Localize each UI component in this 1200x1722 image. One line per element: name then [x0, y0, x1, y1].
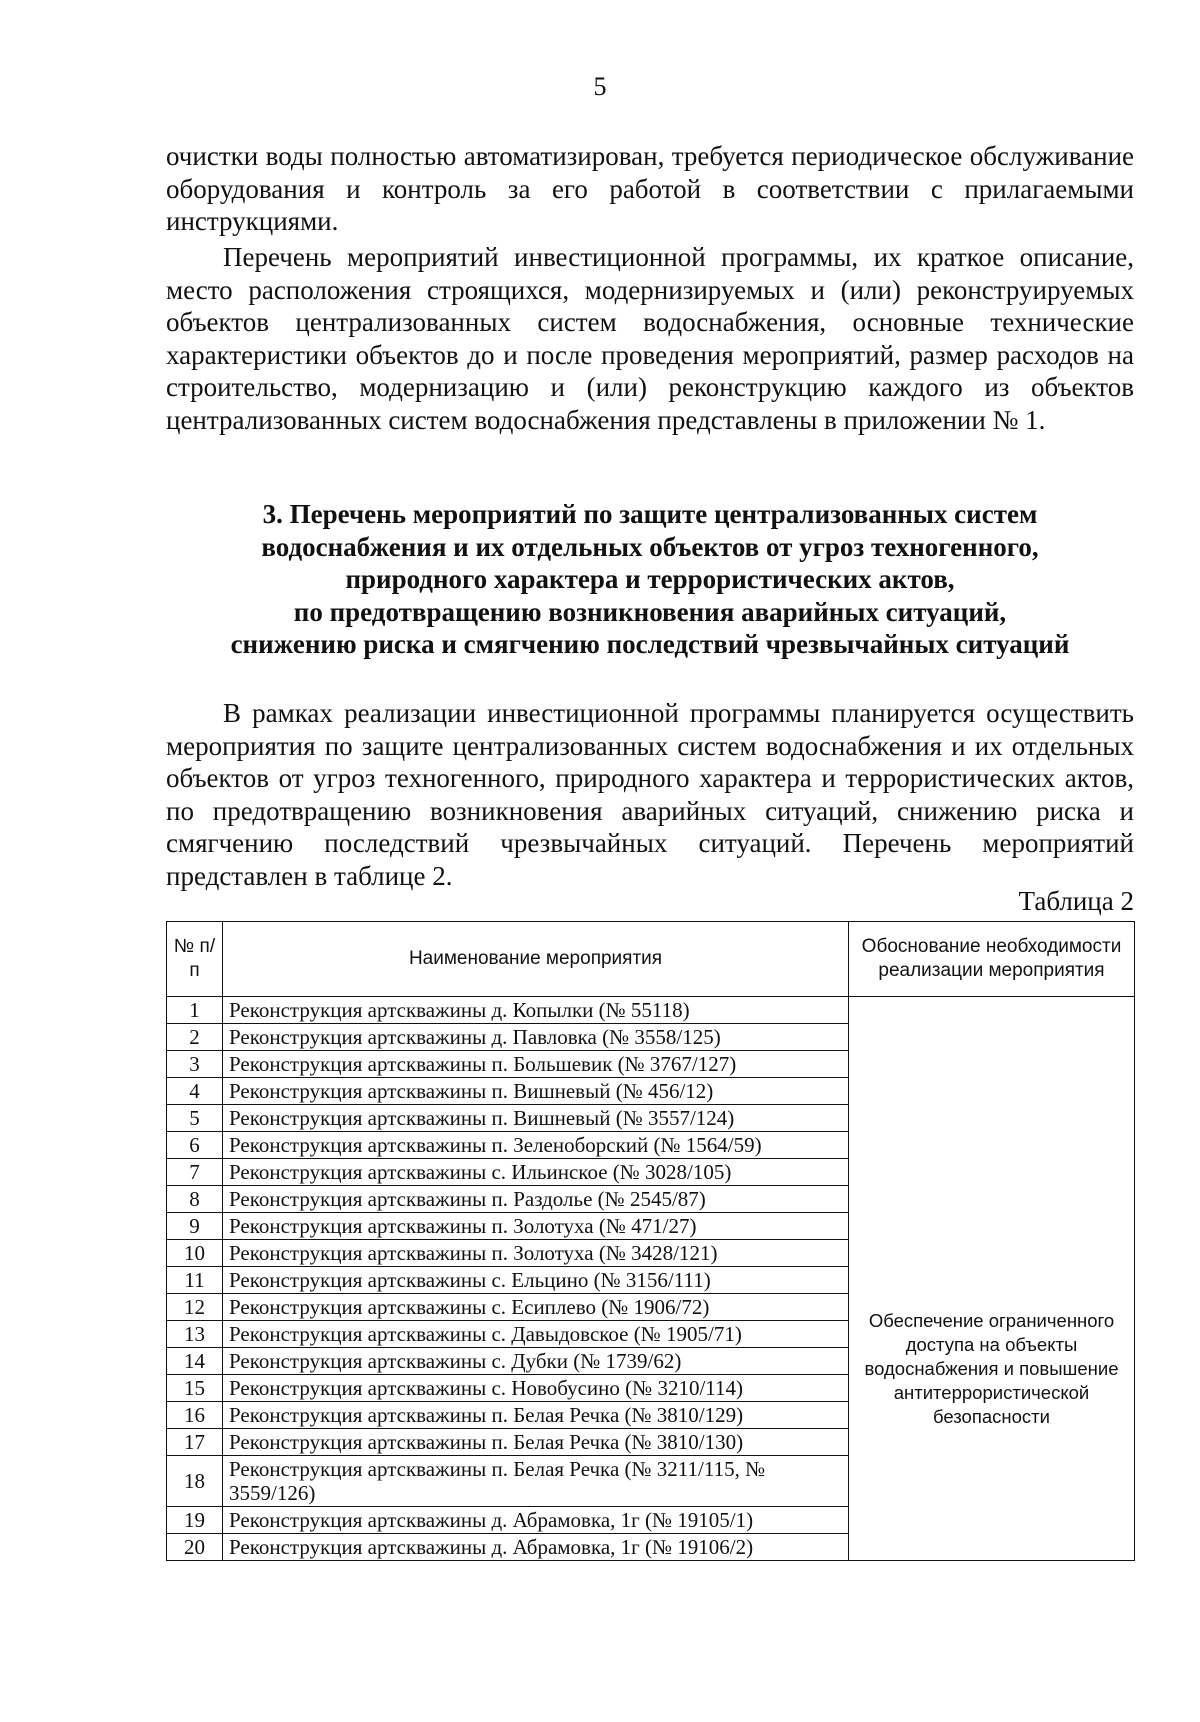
row-measure-name: Реконструкция артскважины с. Новобусино (№ 3210/114): [223, 1375, 849, 1402]
heading-line: 3. Перечень мероприятий по защите централизованных систем: [262, 499, 1038, 529]
heading-line: по предотвращению возникновения аварийных ситуаций,: [293, 596, 1007, 627]
row-measure-name: Реконструкция артскважины д. Абрамовка, 1г (№ 19106/2): [223, 1534, 849, 1561]
row-number: 15: [167, 1375, 223, 1402]
row-number: 13: [167, 1321, 223, 1348]
row-measure-name: Реконструкция артскважины п. Зеленоборский (№ 1564/59): [223, 1132, 849, 1159]
justification-cell: Обеспечение ограниченного доступа на объекты водоснабжения и повышение антитеррористической безопасности: [849, 997, 1135, 1561]
measures-table: [166, 921, 1135, 1561]
row-measure-name: Реконструкция артскважины д. Абрамовка, 1г (№ 19105/1): [223, 1507, 849, 1534]
row-number: 11: [167, 1267, 223, 1294]
row-measure-name: Реконструкция артскважины п. Большевик (№ 3767/127): [223, 1051, 849, 1078]
row-number: 16: [167, 1402, 223, 1429]
table-body: [167, 997, 1135, 1561]
header-justification: Обоснование необходимости реализации мероприятия: [849, 922, 1135, 997]
row-measure-name: Реконструкция артскважины п. Белая Речка (№ 3211/115, № 3559/126): [223, 1456, 849, 1507]
row-measure-name: Реконструкция артскважины д. Копылки (№ 55118): [223, 997, 849, 1024]
heading-line: водоснабжения и их отдельных объектов от угроз техногенного,: [261, 531, 1039, 562]
row-number: 5: [167, 1105, 223, 1132]
row-measure-name: Реконструкция артскважины п. Раздолье (№ 2545/87): [223, 1186, 849, 1213]
heading-line: природного характера и террористических актов,: [345, 564, 955, 594]
row-number: 3: [167, 1051, 223, 1078]
table-caption: Таблица 2: [1018, 886, 1134, 916]
row-measure-name: Реконструкция артскважины п. Золотуха (№ 471/27): [223, 1213, 849, 1240]
row-number: 4: [167, 1078, 223, 1105]
row-number: 2: [167, 1024, 223, 1051]
page-number: 5: [593, 72, 607, 101]
row-measure-name: Реконструкция артскважины д. Павловка (№ 3558/125): [223, 1024, 849, 1051]
section-heading: [166, 498, 1134, 661]
paragraph-2: Перечень мероприятий инвестиционной программы, их краткое описание, место расположения строящихся, модернизируемых и (или) реконструируемых объектов централизованных систем водоснабжения, основные технические характеристики объектов до и после проведения мероприятий, размер расходов на строительство, модернизацию и (или) реконструкцию каждого из объектов централизованных систем водоснабжения представлены в приложении № 1.: [166, 242, 1134, 435]
paragraph-1: очистки воды полностью автоматизирован, требуется периодическое обслуживание оборудования и контроль за его работой в соответствии с прилагаемыми инструкциями.: [166, 141, 1134, 236]
header-name: Наименование мероприятия: [223, 922, 849, 997]
row-number: 1: [167, 997, 223, 1024]
row-number: 8: [167, 1186, 223, 1213]
row-measure-name: Реконструкция артскважины п. Золотуха (№ 3428/121): [223, 1240, 849, 1267]
heading-line: снижению риска и смягчению последствий чрезвычайных ситуаций: [230, 629, 1070, 659]
row-number: 7: [167, 1159, 223, 1186]
row-number: 12: [167, 1294, 223, 1321]
row-measure-name: Реконструкция артскважины п. Вишневый (№ 3557/124): [223, 1105, 849, 1132]
table-header-row: [167, 922, 1135, 997]
row-measure-name: Реконструкция артскважины с. Ильинское (№ 3028/105): [223, 1159, 849, 1186]
row-number: 17: [167, 1429, 223, 1456]
header-num: № п/п: [167, 922, 223, 997]
row-measure-name: Реконструкция артскважины п. Белая Речка (№ 3810/130): [223, 1429, 849, 1456]
row-measure-name: Реконструкция артскважины с. Давыдовское (№ 1905/71): [223, 1321, 849, 1348]
row-number: 10: [167, 1240, 223, 1267]
row-measure-name: Реконструкция артскважины п. Белая Речка (№ 3810/129): [223, 1402, 849, 1429]
paragraph-3: В рамках реализации инвестиционной программы планируется осуществить мероприятия по защите централизованных систем водоснабжения и их отдельных объектов от угроз техногенного, природного характера и террористических актов, по предотвращению возникновения аварийных ситуаций, снижению риска и смягчению последствий чрезвычайных ситуаций. Перечень мероприятий представлен в таблице 2.: [166, 698, 1134, 891]
row-number: 6: [167, 1132, 223, 1159]
row-number: 18: [167, 1456, 223, 1507]
row-measure-name: Реконструкция артскважины с. Есиплево (№ 1906/72): [223, 1294, 849, 1321]
table-row: [167, 997, 1135, 1024]
row-measure-name: Реконструкция артскважины п. Вишневый (№ 456/12): [223, 1078, 849, 1105]
row-number: 14: [167, 1348, 223, 1375]
row-measure-name: Реконструкция артскважины с. Дубки (№ 1739/62): [223, 1348, 849, 1375]
row-number: 20: [167, 1534, 223, 1561]
row-measure-name: Реконструкция артскважины с. Ельцино (№ 3156/111): [223, 1267, 849, 1294]
row-number: 9: [167, 1213, 223, 1240]
row-number: 19: [167, 1507, 223, 1534]
